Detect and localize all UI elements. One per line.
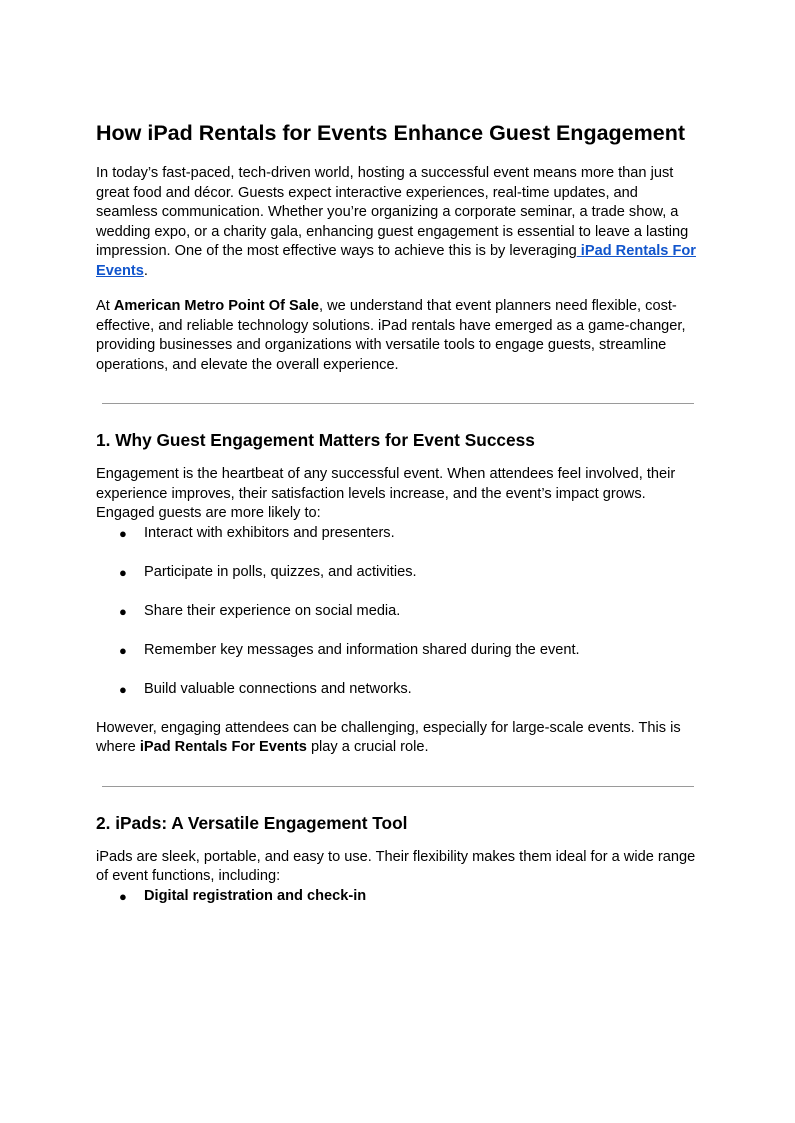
list-item-text: Build valuable connections and networks. (144, 680, 412, 697)
intro-end: . (143, 262, 148, 279)
company-name: American Metro Point Of Sale (113, 298, 320, 314)
section2-bullet-list (96, 887, 696, 907)
intro-text: In today’s fast-paced, tech-driven world, hosting a successful event means more than just great food and décor. Guests expect interactive experiences, real-time updates, and seamless communication. Whether you’re organizing a corporate seminar, a trade show, a wedding expo, or a charity gala, enhancing guest engagement is essential to leave a lasting impression. One of the most effective ways to achieve this is by leveraging (96, 165, 689, 259)
list-item (96, 680, 696, 700)
section2-paragraph: iPads are sleek, portable, and easy to use. Their flexibility makes them ideal for a wide range of event functions, including: (96, 848, 696, 884)
section1-heading: 1. Why Guest Engagement Matters for Event Success (96, 430, 535, 450)
bullet-icon: ● (119, 642, 127, 658)
closing-prefix: However, engaging attendees can be challenging, especially for large-scale events. This is where (96, 719, 681, 755)
page-title: How iPad Rentals for Events Enhance Guest Engagement (96, 121, 685, 145)
about-prefix: At (96, 298, 114, 314)
section2-heading: 2. iPads: A Versatile Engagement Tool (96, 812, 408, 833)
document-body (96, 118, 696, 906)
list-item (96, 563, 696, 583)
bullet-icon: ● (119, 525, 127, 541)
ipad-rentals-link[interactable]: iPad Rentals For Events (96, 243, 696, 279)
section-divider (102, 786, 694, 787)
closing-bold: iPad Rentals For Events (139, 739, 307, 755)
section-divider (102, 403, 694, 404)
about-paragraph (96, 297, 696, 375)
list-item-text: Participate in polls, quizzes, and activities. (144, 563, 417, 580)
list-item-text: Digital registration and check-in (144, 887, 367, 904)
bullet-icon: ● (119, 564, 127, 580)
section1-paragraph: Engagement is the heartbeat of any successful event. When attendees feel involved, their experience improves, their satisfaction levels increase, and the event’s impact grows. Engaged guests are more likely to: (96, 466, 676, 521)
intro-paragraph (96, 164, 696, 281)
section1-closing-paragraph (96, 719, 696, 758)
list-item-text: Interact with exhibitors and presenters. (144, 524, 395, 541)
list-item (96, 887, 696, 907)
bullet-icon: ● (119, 603, 127, 619)
list-item-text: Remember key messages and information shared during the event. (144, 641, 580, 658)
section1-bullet-list (96, 524, 696, 700)
list-item (96, 524, 696, 544)
about-text: , we understand that event planners need flexible, cost-effective, and reliable technology solutions. iPad rentals have emerged as a game-changer, providing businesses and organizations with versatile tools to engage guests, streamline operations, and elevate the overall experience. (96, 298, 686, 373)
list-item (96, 641, 696, 661)
bullet-icon: ● (119, 681, 127, 697)
list-item (96, 602, 696, 622)
list-item-text: Share their experience on social media. (144, 602, 401, 619)
closing-suffix: play a crucial role. (306, 739, 429, 755)
bullet-icon: ● (119, 888, 127, 904)
